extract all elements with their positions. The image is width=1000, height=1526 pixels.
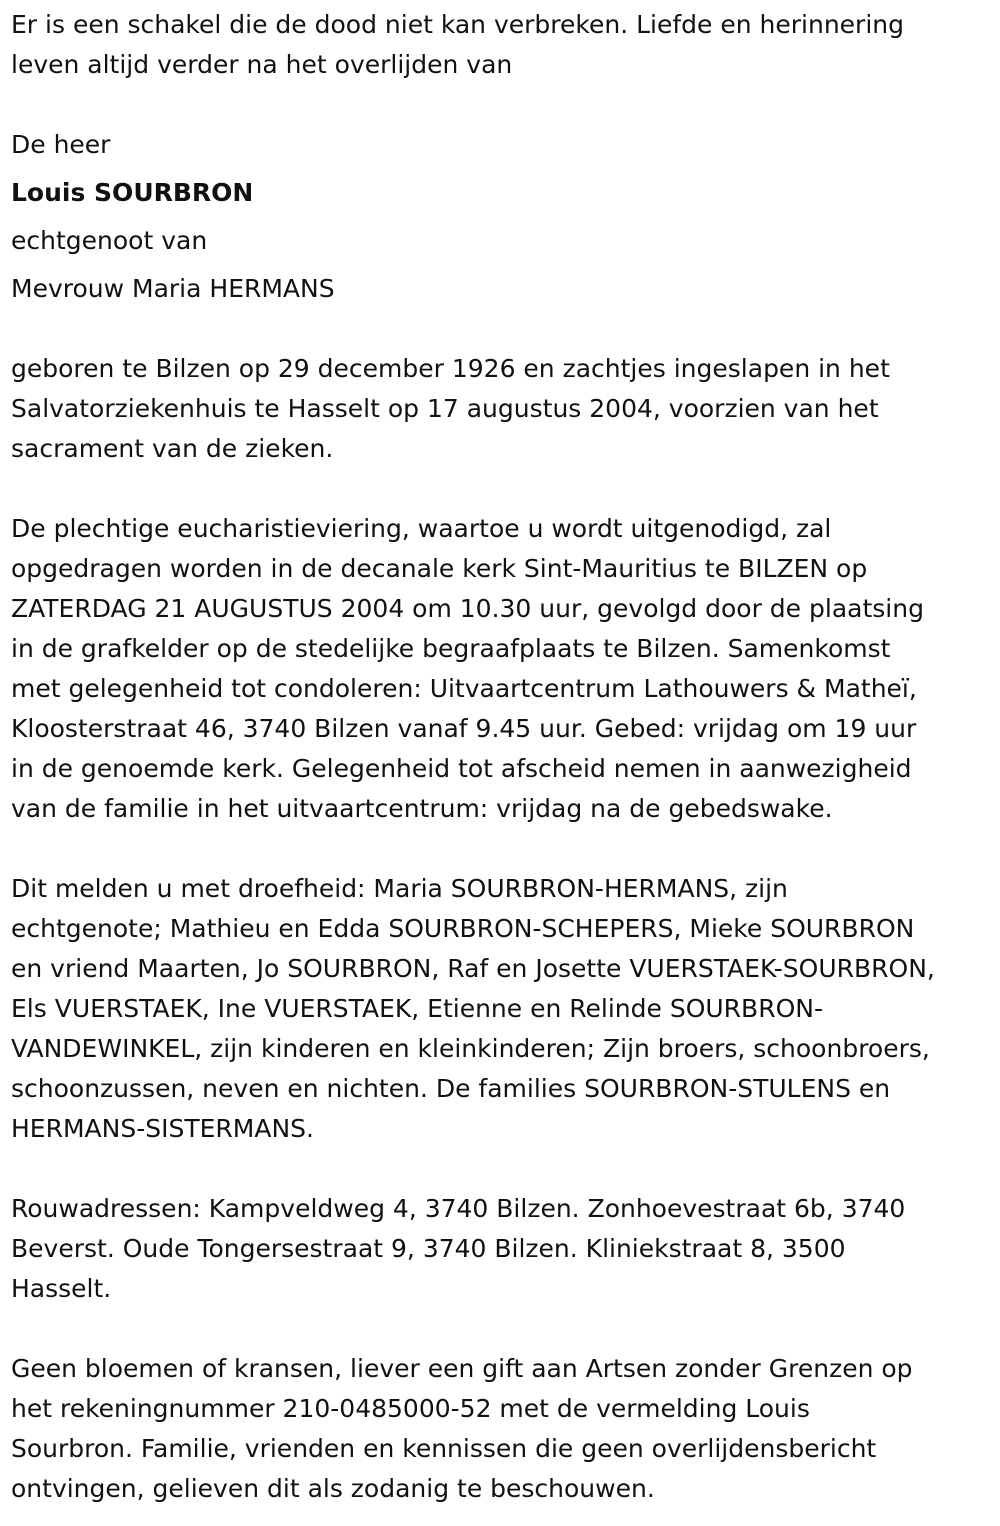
ceremony-line: in de genoemde kerk. Gelegenheid tot afscheid nemen in aanwezigheid	[11, 754, 912, 783]
address-line: Hasselt.	[11, 1274, 112, 1303]
family-line: Els VUERSTAEK, Ine VUERSTAEK, Etienne en Relinde SOURBRON-	[11, 994, 823, 1023]
ceremony-line: in de grafkelder op de stedelijke begraafplaats te Bilzen. Samenkomst	[11, 634, 891, 663]
family-line: echtgenote; Mathieu en Edda SOURBRON-SCHEPERS, Mieke SOURBRON	[11, 914, 915, 943]
ceremony-line: opgedragen worden in de decanale kerk Sint-Mauritius te BILZEN op	[11, 554, 868, 583]
address-line: Rouwadressen: Kampveldweg 4, 3740 Bilzen. Zonhoevestraat 6b, 3740	[11, 1194, 906, 1223]
ceremony-line: van de familie in het uitvaartcentrum: vrijdag na de gebedswake.	[11, 794, 833, 823]
family-line: VANDEWINKEL, zijn kinderen en kleinkinderen; Zijn broers, schoonbroers,	[11, 1034, 930, 1063]
ceremony-line: Kloosterstraat 46, 3740 Bilzen vanaf 9.45 uur. Gebed: vrijdag om 19 uur	[11, 714, 917, 743]
intro-line: Er is een schakel die de dood niet kan verbreken. Liefde en herinnering	[11, 10, 904, 39]
birth-death-line: geboren te Bilzen op 29 december 1926 en zachtjes ingeslapen in het	[11, 354, 890, 383]
spouse-name: Mevrouw Maria HERMANS	[11, 274, 335, 303]
address-line: Beverst. Oude Tongersestraat 9, 3740 Bilzen. Kliniekstraat 8, 3500	[11, 1234, 846, 1263]
birth-death-line: sacrament van de zieken.	[11, 434, 334, 463]
deceased-title: De heer	[11, 130, 111, 159]
family-line: HERMANS-SISTERMANS.	[11, 1114, 314, 1143]
family-line: en vriend Maarten, Jo SOURBRON, Raf en Josette VUERSTAEK-SOURBRON,	[11, 954, 935, 983]
family-line: schoonzussen, neven en nichten. De families SOURBRON-STULENS en	[11, 1074, 891, 1103]
intro-line: leven altijd verder na het overlijden van	[11, 50, 513, 79]
ceremony-line: ZATERDAG 21 AUGUSTUS 2004 om 10.30 uur, gevolgd door de plaatsing	[11, 594, 924, 623]
ceremony-line: met gelegenheid tot condoleren: Uitvaartcentrum Lathouwers & Matheï,	[11, 674, 917, 703]
deceased-relation: echtgenoot van	[11, 226, 208, 255]
notice-line: Sourbron. Familie, vrienden en kennissen die geen overlijdensbericht	[11, 1434, 877, 1463]
notice-line: het rekeningnummer 210-0485000-52 met de vermelding Louis	[11, 1394, 810, 1423]
notice-line: ontvingen, gelieven dit als zodanig te beschouwen.	[11, 1474, 655, 1503]
birth-death-line: Salvatorziekenhuis te Hasselt op 17 augustus 2004, voorzien van het	[11, 394, 879, 423]
ceremony-line: De plechtige eucharistieviering, waartoe u wordt uitgenodigd, zal	[11, 514, 832, 543]
family-line: Dit melden u met droefheid: Maria SOURBRON-HERMANS, zijn	[11, 874, 788, 903]
notice-line: Geen bloemen of kransen, liever een gift aan Artsen zonder Grenzen op	[11, 1354, 913, 1383]
deceased-name: Louis SOURBRON	[11, 178, 254, 207]
